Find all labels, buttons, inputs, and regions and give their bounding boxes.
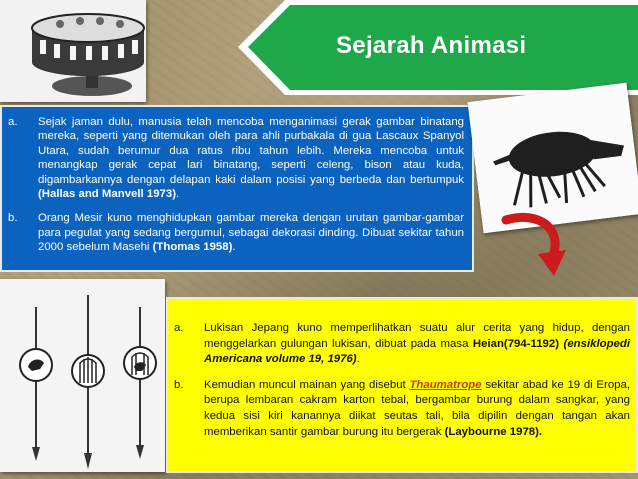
citation: (Thomas 1958)	[152, 241, 233, 254]
body-text: Lukisan Jepang kuno memperlihatkan suatu alur cerita yang hidup, dengan menggelarkan gulungan lukisan, dibuat pada masa	[204, 322, 630, 350]
list-item-text	[38, 211, 464, 254]
thaumatrope-link[interactable]: Thaumatrope	[409, 378, 482, 391]
page-title: Sejarah Animasi	[336, 32, 527, 59]
citation: (ensiklopedi Americana volume 19, 1976)	[204, 337, 630, 366]
citation: (Laybourne 1978)	[444, 425, 539, 438]
thaumatrope-image	[0, 279, 165, 472]
list-marker: b.	[8, 212, 18, 225]
list-marker: a.	[8, 116, 18, 128]
list-item-text	[204, 378, 630, 440]
curved-arrow-icon	[500, 200, 570, 280]
blue-text-box	[0, 105, 474, 272]
list-marker: b.	[174, 378, 184, 391]
body-text: Kemudian muncul mainan yang disebut	[204, 378, 410, 391]
list-item-text	[38, 115, 464, 201]
list-item-text	[204, 321, 630, 368]
body-text: Orang Mesir kuno menghidupkan gambar mereka dengan urutan gambar-gambar para pegulat yang sedang bergumul, sebagai dekorasi dinding. Dibuat sekitar tahun 2000 sebelum Masehi	[38, 212, 464, 254]
body-text: Sejak jaman dulu, manusia telah mencoba menganimasi gerak gambar binatang mereka, seperti yang ditemukan oleh para ahli purbakala di gua Lascaux Spanyol Utara, sudah berumur dua ratus ribu tahun lebih. Mereka mencoba untuk menangkap gerak cepat lari binatang, seperti celeng, bison atau kuda, digambarkannya dengan delapan kaki dalam posisi yang berbeda dan bertumpuk	[38, 116, 464, 186]
punctuation: .	[176, 188, 180, 201]
list-marker: a.	[174, 322, 184, 334]
list-item	[174, 321, 630, 368]
body-text: sekitar abad ke 19 di Eropa, berupa lembaran cakram karton tebal, bergambar burung dalam sangkar, yang kedua sisi kiri kanannya diikat seutas tali, bila dipilin dengan tangan akan memberikan santir gambar burung itu bergerak	[204, 378, 630, 438]
punctuation: .	[356, 353, 360, 366]
punctuation: .	[232, 241, 236, 254]
yellow-text-box	[166, 297, 638, 473]
list-item	[8, 115, 464, 201]
era-label: Heian(794-1192)	[472, 337, 560, 350]
zoetrope-image	[0, 0, 146, 102]
citation: (Hallas and Manvell 1973)	[38, 188, 177, 201]
list-item	[8, 211, 464, 254]
punctuation: .	[538, 425, 543, 438]
list-item	[174, 378, 630, 440]
